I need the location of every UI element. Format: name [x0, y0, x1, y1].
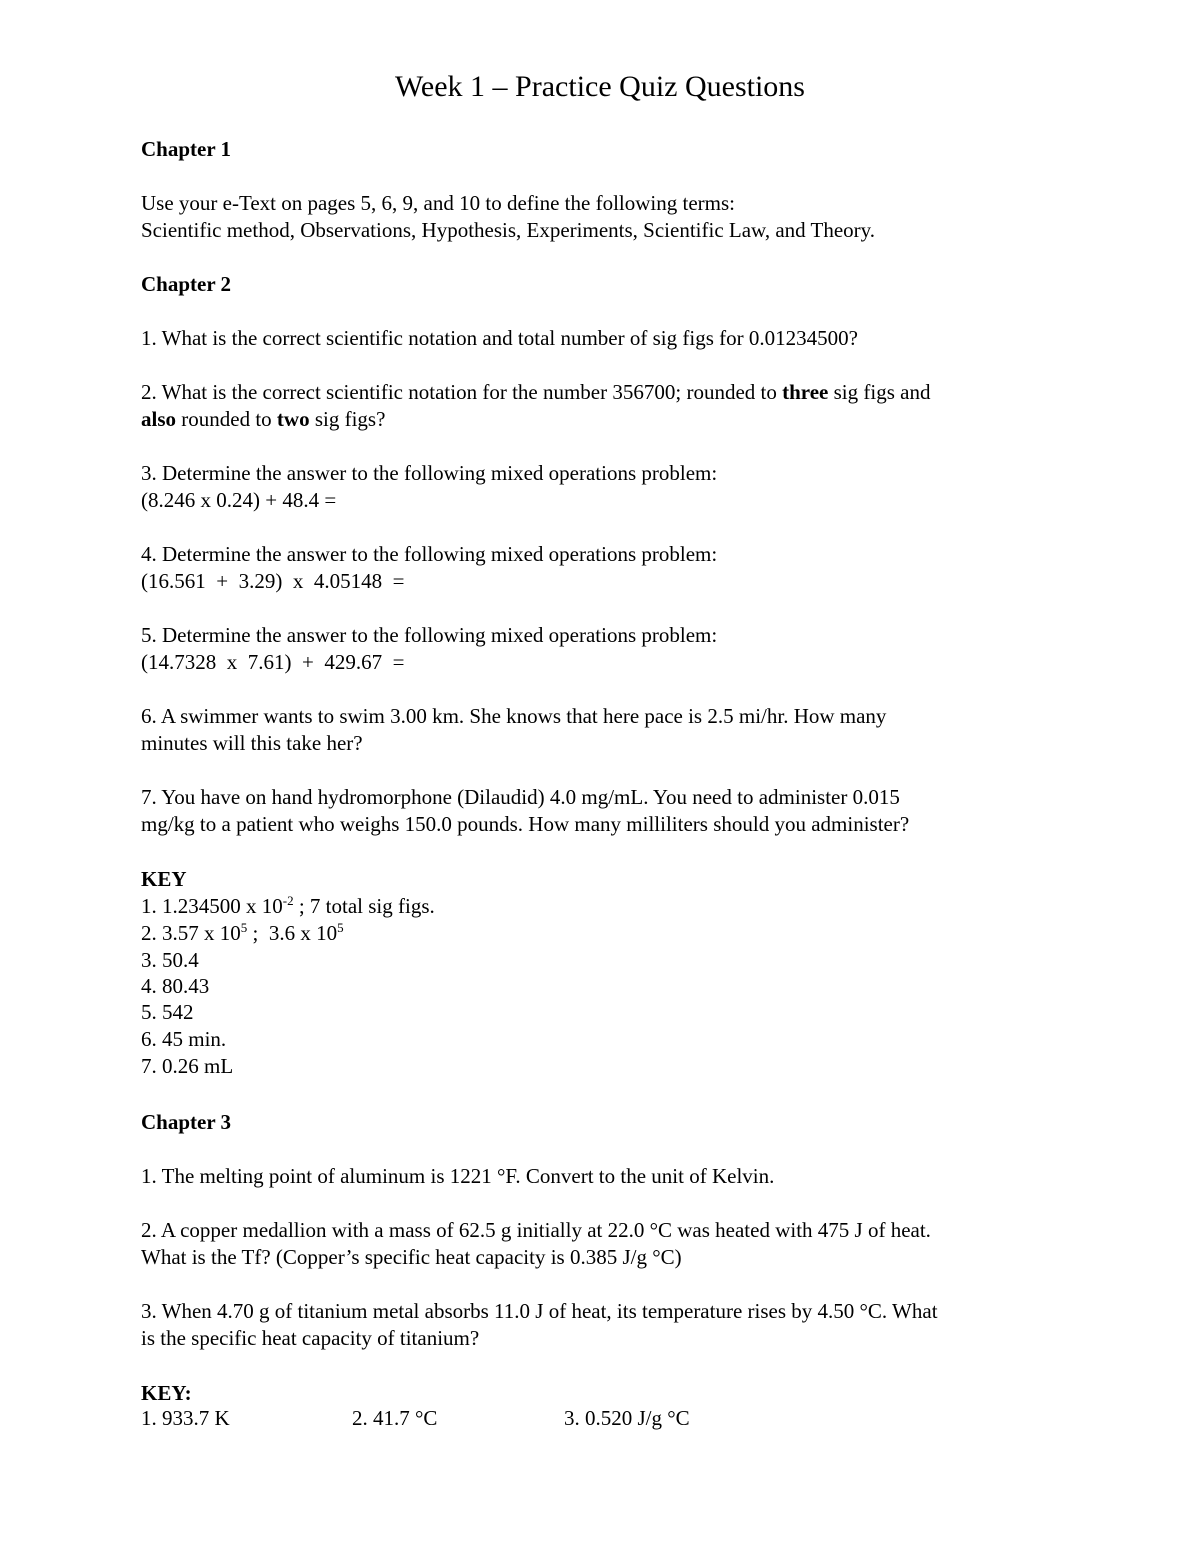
chapter-1-terms: Scientific method, Observations, Hypothesis, Experiments, Scientific Law, and Theory. [141, 218, 876, 242]
chapter-2-question-3-line-1: 3. Determine the answer to the following mixed operations problem: [141, 461, 718, 485]
page-title: Week 1 – Practice Quiz Questions [395, 70, 805, 103]
chapter-2-question-4-line-1: 4. Determine the answer to the following mixed operations problem: [141, 542, 718, 566]
chapter-3-question-3-line-1: 3. When 4.70 g of titanium metal absorbs 11.0 J of heat, its temperature rises by 4.50 °C. What [141, 1299, 938, 1323]
chapter-2-key-answer-6: 6. 45 min. [141, 1027, 227, 1051]
chapter-3-key-answer-1: 1. 933.7 K [141, 1406, 230, 1430]
chapter-2-key-answer-7: 7. 0.26 mL [141, 1054, 234, 1078]
chapter-2-key-answer-2: 2. 3.57 x $10^5$ ; 3.6 x $10^5$ [141, 920, 344, 945]
chapter-2-question-6-line-1: 6. A swimmer wants to swim 3.00 km. She knows that here pace is 2.5 mi/hr. How many [141, 704, 887, 728]
chapter-2-key-heading: KEY [141, 867, 187, 891]
chapter-2-question-7-line-2: mg/kg to a patient who weighs 150.0 pounds. How many milliliters should you administer? [141, 812, 910, 836]
chapter-2-question-2-line-1: 2. What is the correct scientific notation for the number 356700; rounded to three sig figs and [141, 380, 931, 404]
chapter-2-heading: Chapter 2 [141, 272, 232, 296]
chapter-3-question-2-line-2: What is the Tf? (Copper’s specific heat capacity is 0.385 J/g °C) [141, 1245, 682, 1269]
chapter-3-key-heading: KEY: [141, 1381, 192, 1405]
chapter-3-question-1: 1. The melting point of aluminum is 1221 °F. Convert to the unit of Kelvin. [141, 1164, 775, 1188]
chapter-1-instructions: Use your e-Text on pages 5, 6, 9, and 10 to define the following terms: [141, 191, 735, 215]
chapter-2-question-5-line-1: 5. Determine the answer to the following mixed operations problem: [141, 623, 718, 647]
chapter-2-question-7-line-1: 7. You have on hand hydromorphone (Dilaudid) 4.0 mg/mL. You need to administer 0.015 [141, 785, 900, 809]
chapter-2-key-answer-4: 4. 80.43 [141, 974, 210, 998]
chapter-2-key-answer-5: 5. 542 [141, 1000, 194, 1024]
chapter-3-question-3-line-2: is the specific heat capacity of titanium? [141, 1326, 480, 1350]
chapter-3-key-answer-3: 3. 0.520 J/g °C [564, 1406, 690, 1430]
chapter-3-question-2-line-1: 2. A copper medallion with a mass of 62.5 g initially at 22.0 °C was heated with 475 J of heat. [141, 1218, 931, 1242]
chapter-2-question-5-line-2: (14.7328 x 7.61) + 429.67 = [141, 650, 405, 674]
chapter-2-question-1: 1. What is the correct scientific notation and total number of sig figs for 0.01234500? [141, 326, 858, 350]
chapter-2-key-answer-3: 3. 50.4 [141, 948, 199, 972]
chapter-3-key-answer-2: 2. 41.7 °C [352, 1406, 438, 1430]
chapter-2-question-2-line-2: also rounded to two sig figs? [141, 407, 386, 431]
chapter-2-question-4-line-2: (16.561 + 3.29) x 4.05148 = [141, 569, 405, 593]
chapter-2-question-6-line-2: minutes will this take her? [141, 731, 363, 755]
chapter-3-heading: Chapter 3 [141, 1110, 232, 1134]
chapter-1-heading: Chapter 1 [141, 137, 232, 161]
chapter-2-question-3-line-2: (8.246 x 0.24) + 48.4 = [141, 488, 337, 512]
chapter-2-key-answer-1: 1. 1.234500 x $10^{-2}$ ; 7 total sig figs. [141, 893, 435, 918]
